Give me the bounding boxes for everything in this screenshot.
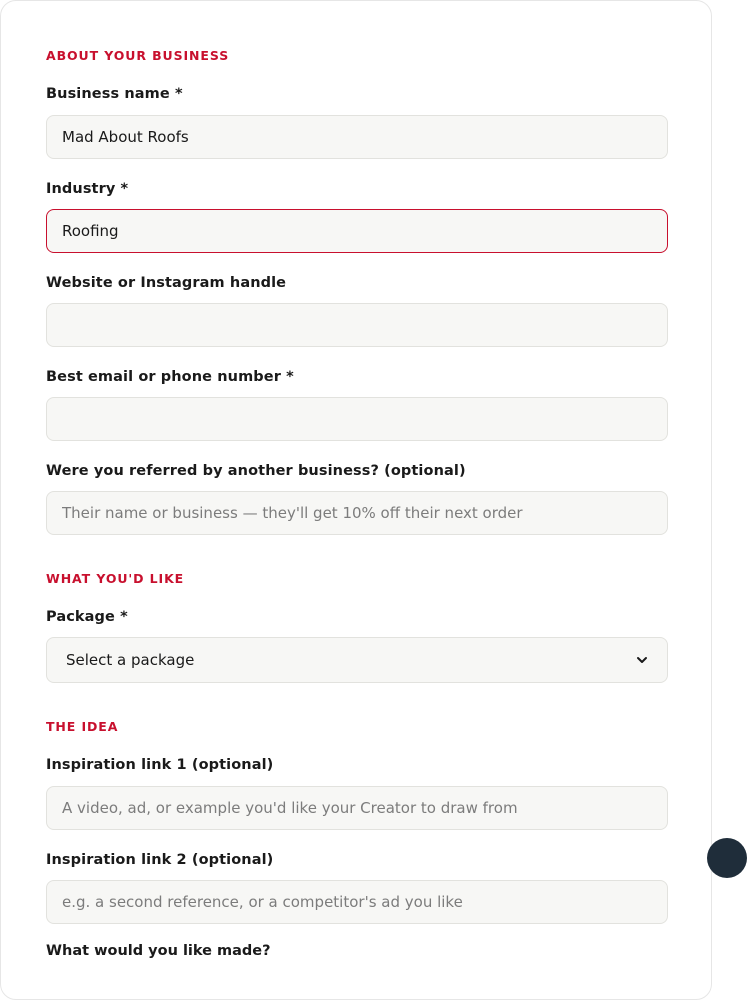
chevron-down-icon (636, 654, 648, 666)
package-label: Package * (46, 609, 128, 625)
inspiration2-label: Inspiration link 2 (optional) (46, 852, 274, 868)
industry-input[interactable] (46, 209, 668, 253)
package-select-value: Select a package (66, 651, 195, 669)
contact-input[interactable] (46, 397, 668, 441)
inspiration1-label: Inspiration link 1 (optional) (46, 757, 274, 773)
section-title-the-idea: THE IDEA (46, 719, 119, 734)
business-name-label: Business name * (46, 86, 183, 102)
referral-label: Were you referred by another business? (optional) (46, 463, 466, 479)
referral-input[interactable] (46, 491, 668, 535)
inspiration2-input[interactable] (46, 880, 668, 924)
section-title-about-business: ABOUT YOUR BUSINESS (46, 48, 230, 63)
section-title-what-youd-like: WHAT YOU'D LIKE (46, 571, 185, 586)
website-label: Website or Instagram handle (46, 275, 287, 291)
floating-action-button[interactable] (707, 838, 747, 878)
inspiration1-input[interactable] (46, 786, 668, 830)
package-select[interactable] (46, 637, 668, 683)
business-name-input[interactable] (46, 115, 668, 159)
contact-label: Best email or phone number * (46, 369, 294, 385)
industry-label: Industry * (46, 181, 129, 197)
next-field-label: What would you like made? (46, 943, 271, 959)
website-input[interactable] (46, 303, 668, 347)
